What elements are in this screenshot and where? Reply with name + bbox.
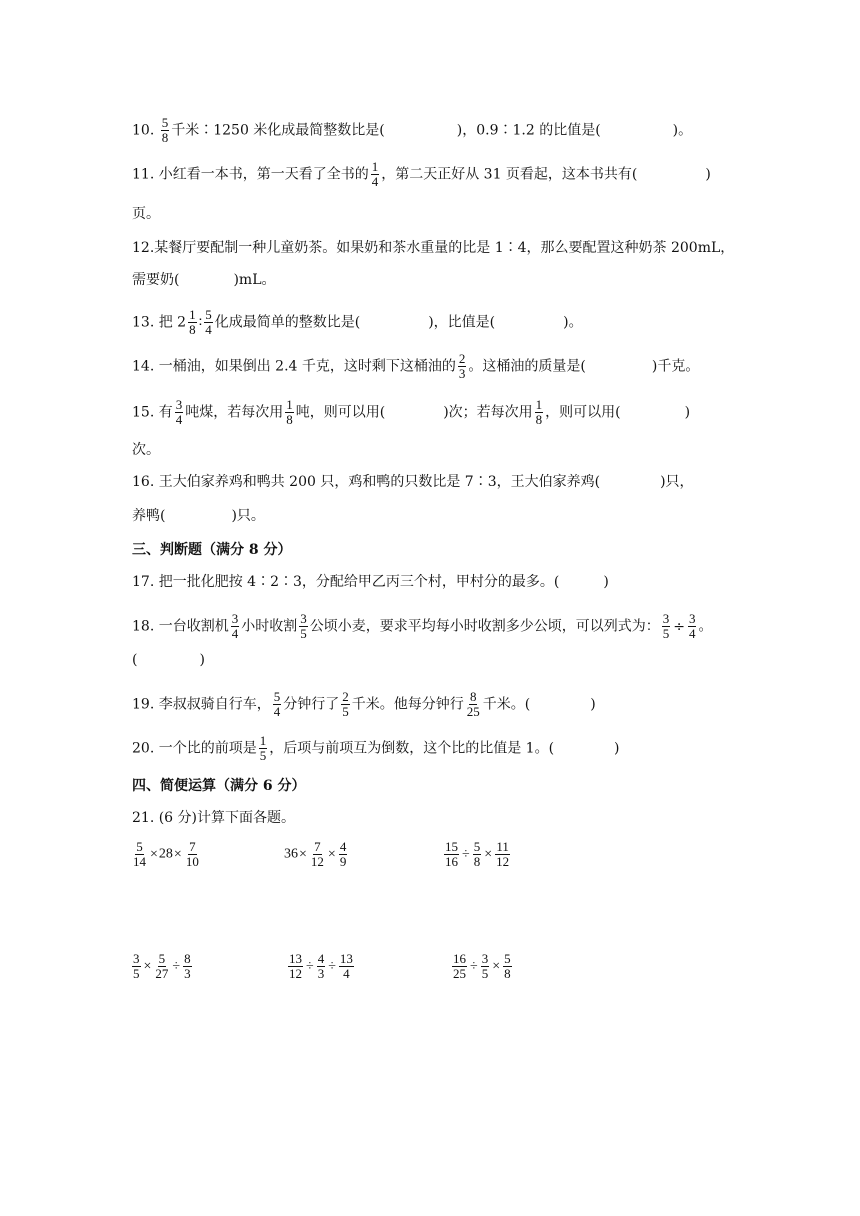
fraction: $\frac{2}{5}$ — [342, 689, 349, 719]
question-12: 12.某餐厅要配制一种儿童奶茶。如果奶和茶水重量的比是 1∶4，那么要配置这种奶茶 200mL， — [132, 240, 735, 256]
fraction: $\frac{8}{25}$ — [466, 689, 480, 719]
question-13: 13. 把 2 $\frac{1}{8}$ ∶ $\frac{5}{4}$ 化成最简单的整数比是( )，比值是( )。 — [132, 307, 583, 337]
fraction: $\frac{3}{4}$ — [688, 611, 696, 641]
expression-2: 36× $\frac{7}{12}$ × $\frac{4}{9}$ — [284, 839, 347, 869]
section-heading-judgement: 三、判断题（满分 8 分） — [132, 542, 292, 558]
question-19: 19. 李叔叔骑自行车， $\frac{5}{4}$ 分钟行了 $\frac{2}{5}$ 千米。他每分钟行 $\frac{8}{25}$ 千米。( ) — [132, 689, 596, 719]
fraction: $\frac{3}{4}$ — [175, 397, 183, 427]
question-21: 21. (6 分)计算下面各题。 — [132, 810, 295, 826]
fraction: $\frac{3}{5}$ — [300, 611, 307, 641]
question-16-cont: 养鸭( )只。 — [132, 508, 265, 524]
question-number: 10. — [132, 122, 155, 139]
question-15: 15. 有 $\frac{3}{4}$ 吨煤，若每次用 $\frac{1}{8}$ 吨，则可以用( )次；若每次用 $\frac{1}{8}$ ，则可以用( ) — [132, 397, 691, 427]
question-18: 18. 一台收割机 $\frac{3}{4}$ 小时收割 $\frac{3}{5}$ 公顷小麦，要求平均每小时收割多少公顷，可以列式为： $\frac{3}{5}$ ÷ $\frac{3}{4}$ 。 — [132, 611, 713, 641]
expression-1: $\frac{5}{14}$ ×28× $\frac{7}{10}$ — [133, 839, 199, 869]
question-10: 10. $\frac{5}{8}$ 千米∶1250 米化成最简整数比是( )，0.9∶1.2 的比值是( )。 — [132, 115, 693, 145]
fraction: $\frac{3}{4}$ — [231, 611, 239, 641]
fraction: $\frac{5}{4}$ — [205, 307, 212, 337]
fraction: $\frac{3}{5}$ — [662, 611, 670, 641]
fraction: $\frac{5}{4}$ — [273, 689, 281, 719]
question-11-cont: 页。 — [132, 206, 160, 222]
question-12-cont: 需要奶( )mL。 — [132, 272, 276, 288]
fraction: $\frac{5}{8}$ — [161, 115, 169, 145]
question-20: 20. 一个比的前项是 $\frac{1}{5}$ ，后项与前项互为倒数，这个比的比值是 1。( ) — [132, 733, 620, 763]
expression-4: $\frac{3}{5}$ × $\frac{5}{27}$ ÷ $\frac{8}{3}$ — [133, 951, 191, 981]
fraction: $\frac{1}{8}$ — [286, 397, 293, 427]
fraction: $\frac{1}{8}$ — [189, 307, 196, 337]
expression-6: $\frac{16}{25}$ ÷ $\frac{3}{5}$ × $\frac{5}{8}$ — [453, 951, 511, 981]
fraction: $\frac{1}{4}$ — [371, 159, 379, 189]
question-18-cont: ( ) — [132, 652, 205, 668]
expression-3: $\frac{15}{16}$ ÷ $\frac{5}{8}$ × $\frac{11}{12}$ — [445, 839, 510, 869]
fraction: $\frac{1}{5}$ — [259, 733, 267, 763]
question-16: 16. 王大伯家养鸡和鸭共 200 只，鸡和鸭的只数比是 7∶3，王大伯家养鸡( )只， — [132, 474, 694, 490]
expression-5: $\frac{13}{12}$ ÷ $\frac{4}{3}$ ÷ $\frac{13}{4}$ — [289, 951, 353, 981]
fraction: $\frac{1}{8}$ — [535, 397, 543, 427]
question-15-cont: 次。 — [132, 442, 160, 458]
question-17: 17. 把一批化肥按 4∶2∶3，分配给甲乙丙三个村，甲村分的最多。( ) — [132, 574, 609, 590]
section-heading-calculation: 四、简便运算（满分 6 分） — [132, 778, 306, 794]
question-14: 14. 一桶油，如果倒出 2.4 千克，这时剩下这桶油的 $\frac{2}{3}$ 。这桶油的质量是( )千克。 — [132, 351, 700, 381]
fraction: $\frac{2}{3}$ — [458, 351, 466, 381]
question-11: 11. 小红看一本书，第一天看了全书的 $\frac{1}{4}$ ，第二天正好从 31 页看起，这本书共有( ) — [132, 159, 711, 189]
